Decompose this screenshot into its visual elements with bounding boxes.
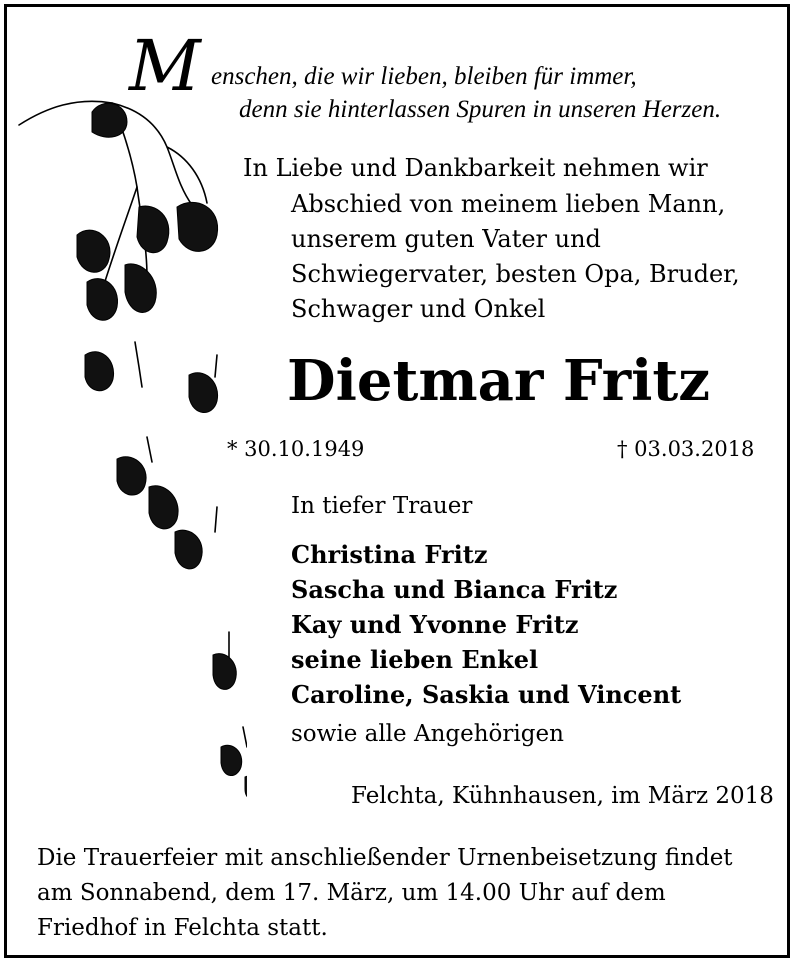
leaf-icon — [137, 206, 169, 253]
relatives-line: sowie alle Angehörigen — [291, 721, 564, 747]
branch-twig — [215, 507, 217, 532]
intro-line-5: Schwager und Onkel — [291, 295, 546, 323]
death-date: † 03.03.2018 — [617, 437, 755, 461]
branch-twig — [167, 147, 207, 203]
leaf-icon — [117, 457, 146, 495]
branch-twig — [135, 342, 142, 387]
funeral-line-1: Die Trauerfeier mit anschließender Urnenbeisetzung findet — [37, 845, 733, 871]
funeral-line-3: Friedhof in Felchta statt. — [37, 915, 328, 941]
birch-branch-icon — [17, 87, 247, 807]
leaf-icon — [92, 103, 127, 137]
leaf-icon — [149, 486, 178, 529]
leaf-icon — [125, 264, 156, 313]
motto-line-2: denn sie hinterlassen Spuren in unseren Herzen. — [239, 96, 722, 123]
motto-initial: M — [129, 25, 199, 107]
leaf-icon — [189, 373, 218, 413]
funeral-line-2: am Sonnabend, dem 17. März, um 14.00 Uhr auf dem — [37, 880, 666, 906]
place-date: Felchta, Kühnhausen, im März 2018 — [351, 783, 774, 809]
mourner-line: Christina Fritz — [291, 540, 488, 569]
intro-line-2: Abschied von meinem lieben Mann, — [291, 190, 726, 218]
leaf-icon — [245, 776, 247, 799]
mourner-line: Kay und Yvonne Fritz — [291, 610, 579, 639]
intro-line-1: In Liebe und Dankbarkeit nehmen wir — [243, 154, 708, 182]
leaf-icon — [77, 230, 110, 272]
deceased-name: Dietmar Fritz — [287, 348, 711, 414]
leaf-icon — [175, 530, 202, 569]
motto-line-1: enschen, die wir lieben, bleiben für immer, — [211, 63, 637, 90]
mourner-line: Caroline, Saskia und Vincent — [291, 680, 682, 709]
branch-twig — [147, 437, 152, 462]
leaf-icon — [213, 654, 236, 690]
branch-twig — [215, 355, 217, 377]
branch-twig — [243, 727, 247, 747]
birth-date: * 30.10.1949 — [227, 437, 365, 461]
leaf-icon — [177, 202, 218, 251]
intro-line-3: unserem guten Vater und — [291, 225, 601, 253]
leaf-icon — [87, 279, 118, 321]
leaf-icon — [221, 745, 242, 775]
intro-line-4: Schwiegervater, besten Opa, Bruder, — [291, 260, 740, 288]
mourner-line: Sascha und Bianca Fritz — [291, 575, 618, 604]
mourner-line: seine lieben Enkel — [291, 645, 539, 674]
mourning-intro: In tiefer Trauer — [291, 493, 473, 519]
leaf-icon — [85, 352, 114, 391]
obituary-card — [4, 4, 790, 958]
